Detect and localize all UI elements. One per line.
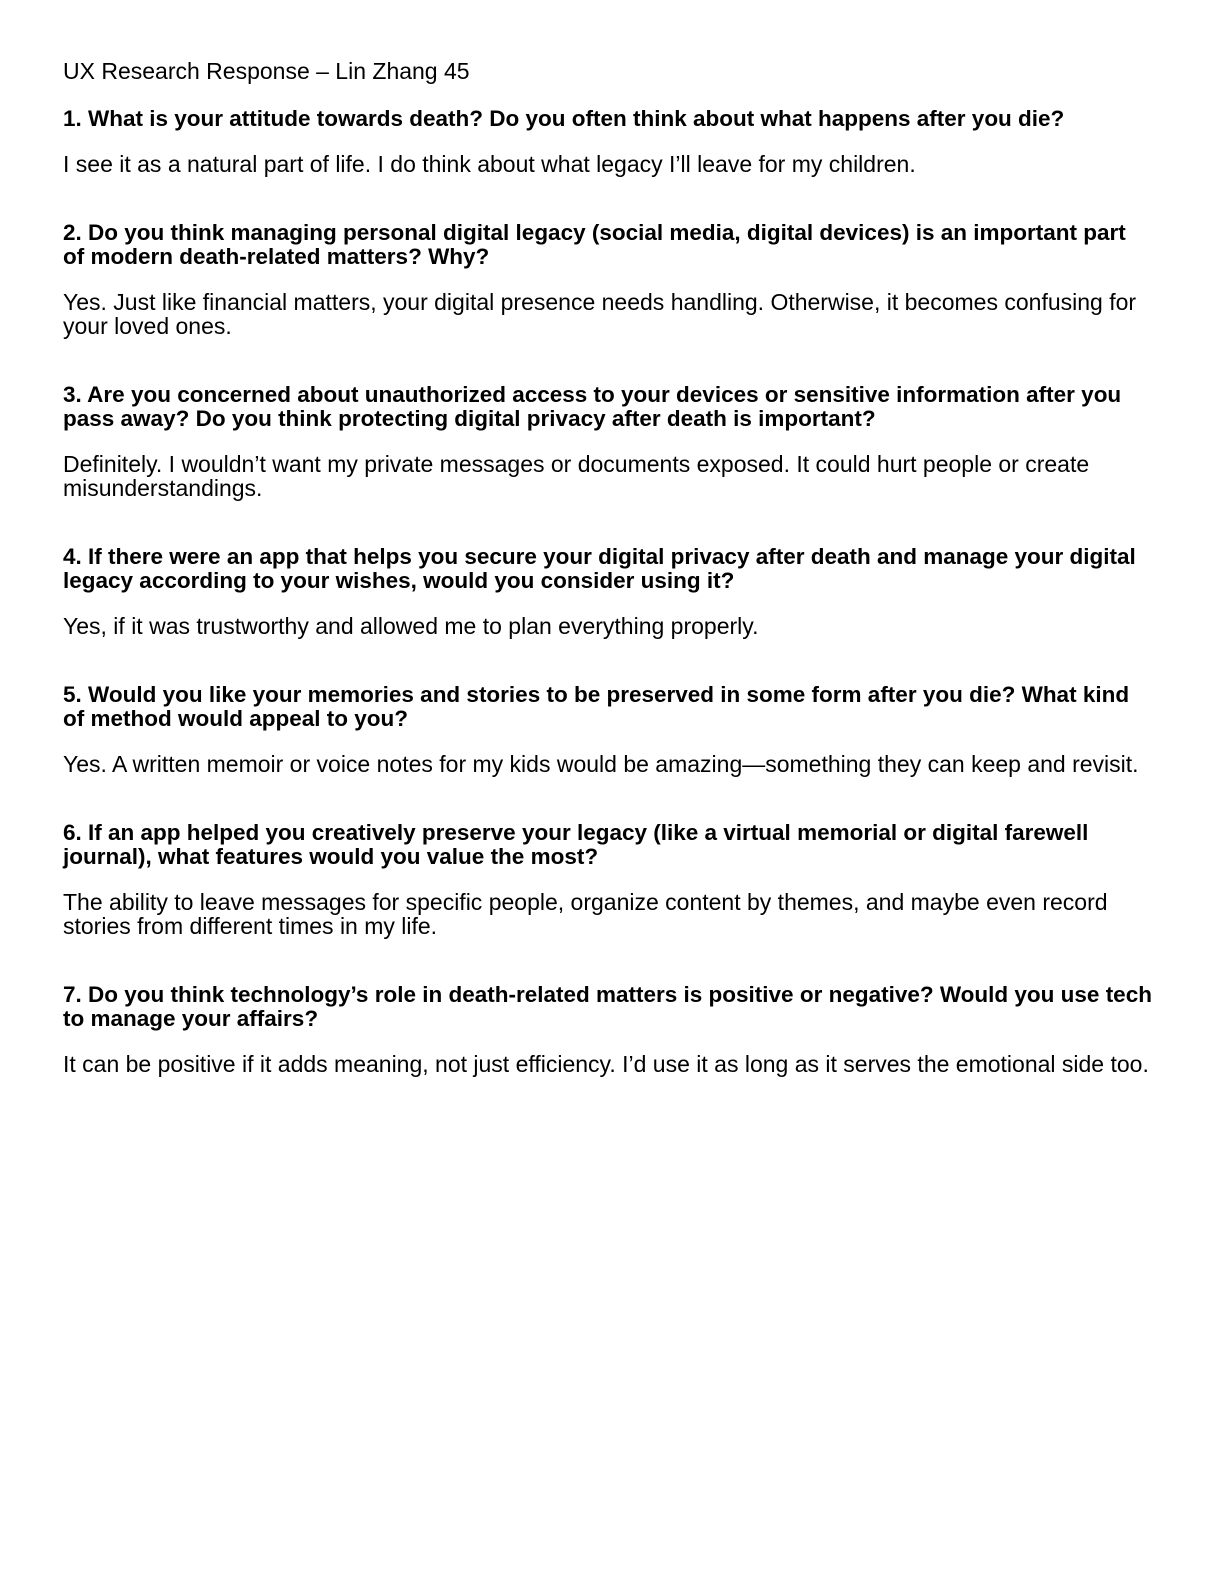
question-2: 2. Do you think managing personal digital legacy (social media, digital devices) is an important part of modern death-related matters? Why? [63,220,1126,269]
answer-1: I see it as a natural part of life. I do think about what legacy I’ll leave for my children. [63,151,916,177]
document-title: UX Research Response – Lin Zhang 45 [63,58,470,84]
qa-item-4 [63,545,1153,638]
question-5: 5. Would you like your memories and stories to be preserved in some form after you die? What kind of method would appeal to you? [63,682,1130,731]
question-1: 1. What is your attitude towards death? Do you often think about what happens after you die? [63,106,1065,131]
question-6: 6. If an app helped you creatively preserve your legacy (like a virtual memorial or digital farewell journal), what features would you value the most? [63,820,1089,869]
qa-item-6 [63,821,1153,938]
qa-item-2 [63,221,1153,338]
question-4: 4. If there were an app that helps you secure your digital privacy after death and manage your digital legacy according to your wishes, would you consider using it? [63,544,1136,593]
qa-item-3 [63,383,1153,500]
answer-2: Yes. Just like financial matters, your digital presence needs handling. Otherwise, it becomes confusing for your loved ones. [63,289,1137,339]
document-page [63,57,1153,1076]
answer-5: Yes. A written memoir or voice notes for my kids would be amazing—something they can keep and revisit. [63,751,1139,777]
answer-7: It can be positive if it adds meaning, not just efficiency. I’d use it as long as it serves the emotional side too. [63,1051,1149,1077]
answer-6: The ability to leave messages for specific people, organize content by themes, and maybe even record stories from different times in my life. [63,889,1108,939]
qa-item-5 [63,683,1153,776]
qa-item-7 [63,983,1153,1076]
answer-4: Yes, if it was trustworthy and allowed me to plan everything properly. [63,613,759,639]
answer-3: Definitely. I wouldn’t want my private messages or documents exposed. It could hurt people or create misunderstandings. [63,451,1090,501]
question-7: 7. Do you think technology’s role in death-related matters is positive or negative? Would you use tech to manage your affairs? [63,982,1152,1031]
question-3: 3. Are you concerned about unauthorized access to your devices or sensitive information after you pass away? Do you think protecting digital privacy after death is important? [63,382,1122,431]
qa-item-1 [63,107,1153,176]
